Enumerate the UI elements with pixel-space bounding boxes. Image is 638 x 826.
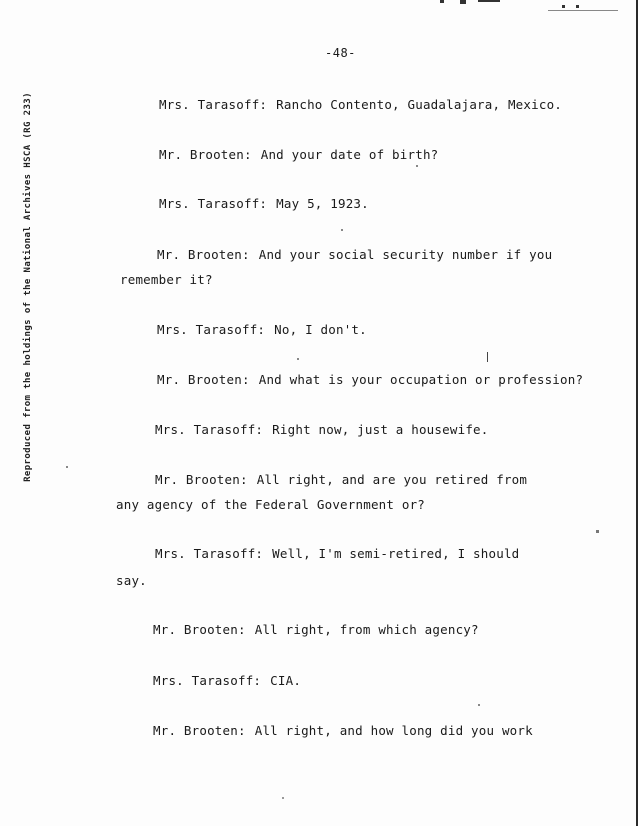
dialogue-line bbox=[153, 622, 479, 637]
dialogue-line bbox=[155, 546, 519, 561]
dialogue-continuation: say. bbox=[116, 573, 147, 588]
speech-text: No, I don't. bbox=[274, 322, 367, 337]
speech-text: All right, and are you retired from bbox=[256, 472, 528, 487]
scan-artifact bbox=[460, 0, 466, 4]
scan-speck bbox=[487, 352, 488, 362]
scan-speck bbox=[416, 165, 418, 167]
dialogue-line bbox=[159, 147, 438, 162]
speech-text: And your date of birth? bbox=[260, 147, 439, 162]
speech-text: All right, and how long did you work bbox=[254, 723, 533, 738]
dialogue-continuation: remember it? bbox=[120, 272, 213, 287]
dialogue-line bbox=[153, 673, 301, 688]
speaker-label: Mr. Brooten: bbox=[157, 247, 250, 262]
archive-stamp: Reproduced from the holdings of the National Archives HSCA (RG 233) bbox=[23, 92, 33, 482]
scan-artifact bbox=[548, 10, 618, 11]
speaker-label: Mrs. Tarasoff: bbox=[159, 97, 268, 112]
speech-text: And what is your occupation or profession? bbox=[258, 372, 584, 387]
speech-text: All right, from which agency? bbox=[254, 622, 479, 637]
scan-speck bbox=[282, 797, 284, 799]
speaker-label: Mr. Brooten: bbox=[153, 723, 246, 738]
speaker-label: Mr. Brooten: bbox=[155, 472, 248, 487]
page-number: -48- bbox=[325, 46, 356, 60]
scan-artifact bbox=[478, 0, 500, 2]
dialogue-line bbox=[153, 723, 533, 738]
speaker-label: Mrs. Tarasoff: bbox=[157, 322, 266, 337]
speaker-label: Mr. Brooten: bbox=[157, 372, 250, 387]
scan-speck bbox=[478, 704, 480, 706]
dialogue-line bbox=[155, 472, 527, 487]
scan-speck bbox=[341, 229, 343, 231]
speaker-label: Mr. Brooten: bbox=[153, 622, 246, 637]
scan-artifact bbox=[576, 5, 579, 8]
dialogue-line bbox=[159, 97, 562, 112]
speech-text: May 5, 1923. bbox=[276, 196, 369, 211]
scan-speck bbox=[66, 466, 68, 468]
dialogue-line bbox=[157, 322, 367, 337]
dialogue-continuation: any agency of the Federal Government or? bbox=[116, 497, 426, 512]
dialogue-line bbox=[159, 196, 369, 211]
speech-text: Right now, just a housewife. bbox=[272, 422, 489, 437]
dialogue-line bbox=[157, 372, 583, 387]
speaker-label: Mrs. Tarasoff: bbox=[155, 546, 264, 561]
scan-speck bbox=[596, 530, 599, 533]
scan-speck bbox=[297, 358, 299, 360]
speaker-label: Mrs. Tarasoff: bbox=[153, 673, 262, 688]
speaker-label: Mrs. Tarasoff: bbox=[159, 196, 268, 211]
speaker-label: Mrs. Tarasoff: bbox=[155, 422, 264, 437]
speech-text: Well, I'm semi-retired, I should bbox=[272, 546, 520, 561]
speech-text: And your social security number if you bbox=[258, 247, 553, 262]
scan-artifact bbox=[562, 5, 565, 8]
speaker-label: Mr. Brooten: bbox=[159, 147, 252, 162]
dialogue-line bbox=[157, 247, 552, 262]
scan-artifact bbox=[440, 0, 444, 3]
speech-text: CIA. bbox=[270, 673, 302, 688]
dialogue-line bbox=[155, 422, 489, 437]
speech-text: Rancho Contento, Guadalajara, Mexico. bbox=[276, 97, 563, 112]
